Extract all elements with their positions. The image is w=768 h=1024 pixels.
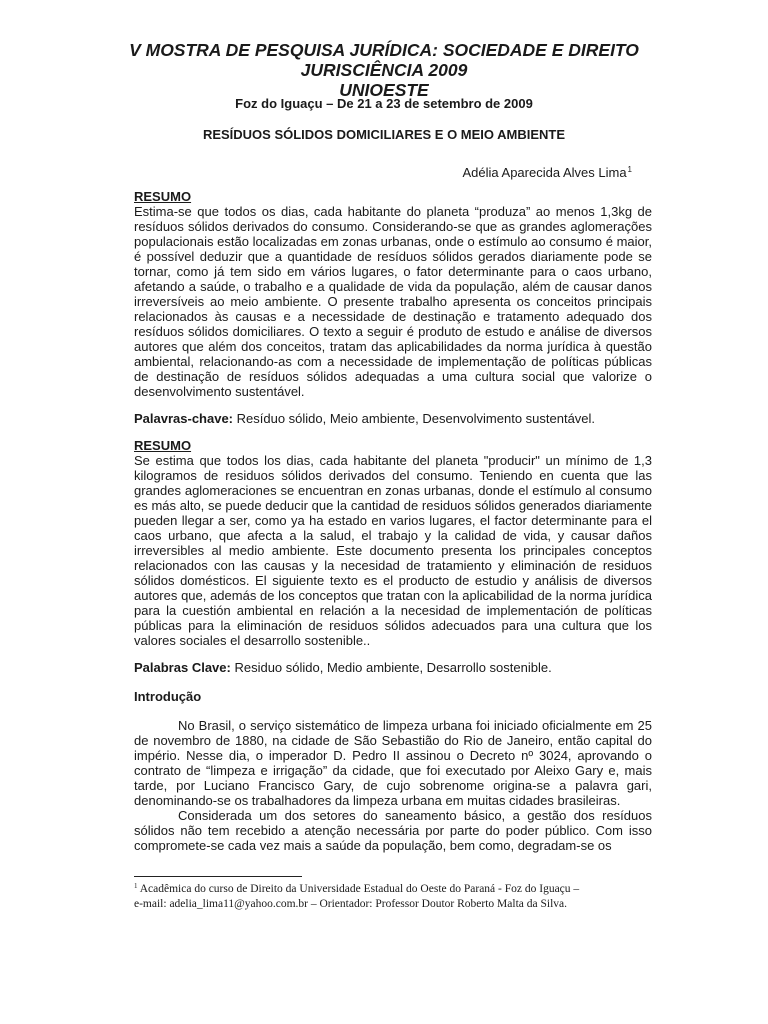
keywords-es-values: Residuo sólido, Medio ambiente, Desarrollo sostenible.	[230, 660, 552, 675]
paper-body	[134, 189, 652, 853]
paper-title: RESÍDUOS SÓLIDOS DOMICILIARES E O MEIO AMBIENTE	[202, 127, 566, 142]
introduction-heading: Introdução	[134, 689, 202, 704]
footnote-mark: 1	[134, 882, 138, 890]
keywords-es	[134, 660, 652, 675]
footnote-text-1: Acadêmica do curso de Direito da Universidade Estadual do Oeste do Paraná - Foz do Iguaçu –	[137, 883, 580, 895]
keywords-pt-values: Resíduo sólido, Meio ambiente, Desenvolvimento sustentável.	[233, 411, 596, 426]
conference-place-date: Foz do Iguaçu – De 21 a 23 de setembro de 2009	[235, 96, 533, 111]
keywords-pt-label: Palavras-chave:	[134, 411, 234, 426]
conference-institution: UNIOESTE	[339, 80, 429, 100]
abstract-es-text: Se estima que todos los dias, cada habitante del planeta "producir" un mínimo de 1,3 kilogramos de residuos sólidos derivados del consumo. Teniendo en cuenta que las grandes aglomeraciones se encuentran en zonas urbanas, donde el estímulo al consumo es más alto, se puede deducir que la cantidad de residuos sólidos generados diariamente pueden llegar a ser, como ya ha estado en varios lugares, el factor determinante para el caos urbano, que afecta a la salud, el trabajo y la calidad de vida, y causar daños irreversibles al medio ambiente. Este documento presenta los principales conceptos relacionados con las causas y la necesidad de tratamiento y eliminación de residuos sólidos domésticos. El siguiente texto es el producto de estudio y análisis de diversos autores que, además de los conceptos que tratan con la aplicabilidad de la norma jurídica para la cuestión ambiental en relación a la necesidad de implementación de políticas públicas para la eliminación de residuos sólidos adecuados para una cultura que los valores sociales el desarrollo sostenible..	[134, 453, 652, 648]
abstract-pt-text: Estima-se que todos os dias, cada habitante do planeta “produza” ao menos 1,3kg de resíduos sólidos derivados do consumo. Considerando-se que as grandes aglomerações populacionais estão localizadas em zonas urbanas, onde o estímulo ao consumo é maior, é possível deduzir que a quantidade de resíduos sólidos gerados diariamente pode se tornar, como já tem sido em vários lugares, o fator determinante para o caos urbano, afetando a saúde, o trabalho e a qualidade de vida da população, além de causar danos irreversíveis ao meio ambiente. O presente trabalho apresenta os conceitos principais relacionados às causas e a necessidade de destinação e tratamento adequado dos resíduos sólidos domiciliares. O texto a seguir é produto de estudo e análise de diversos autores que além dos conceitos, tratam das aplicabilidades da norma jurídica à questão ambiental, relacionando-as com a necessidade de implementação de políticas públicas de destinação de resíduos sólidos adequadas a uma cultura social que valorize o desenvolvimento sustentável.	[134, 204, 652, 399]
keywords-es-label: Palabras Clave:	[134, 660, 231, 675]
footnote	[134, 879, 694, 912]
introduction-paragraph-1: No Brasil, o serviço sistemático de limpeza urbana foi iniciado oficialmente em 25 de novembro de 1880, na cidade de São Sebastião do Rio de Janeiro, então capital do império. Nesse dia, o imperador D. Pedro II assinou o Decreto nº 3024, aprovando o contrato de “limpeza e irrigação” da cidade, que foi executado por Aleixo Gary e, mais tarde, por Luciano Francisco Gary, de cujo sobrenome origina-se a palavra gari, denominando-se os trabalhadores da limpeza urbana em muitas cidades brasileiras.	[134, 718, 652, 808]
author-line	[463, 162, 633, 181]
abstract-pt-heading: RESUMO	[134, 189, 192, 204]
footnote-line-2: e-mail: adelia_lima11@yahoo.com.br – Orientador: Professor Doutor Roberto Malta da Silva.	[134, 898, 568, 910]
conference-title: V MOSTRA DE PESQUISA JURÍDICA: SOCIEDADE E DIREITO	[129, 40, 639, 60]
abstract-es-heading: RESUMO	[134, 438, 192, 453]
keywords-pt	[134, 411, 652, 426]
conference-subtitle: JURISCIÊNCIA 2009	[300, 60, 468, 80]
introduction-paragraph-2: Considerada um dos setores do saneamento básico, a gestão dos resíduos sólidos não tem recebido a atenção necessária por parte do poder público. Com isso compromete-se cada vez mais a saúde da população, bem como, degradam-se os	[134, 808, 652, 853]
footnote-line-1	[134, 879, 694, 897]
author-name: Adélia Aparecida Alves Lima	[462, 165, 627, 180]
conference-header	[60, 40, 708, 100]
footnote-separator	[134, 876, 302, 877]
author-footnote-mark: 1	[627, 165, 632, 174]
